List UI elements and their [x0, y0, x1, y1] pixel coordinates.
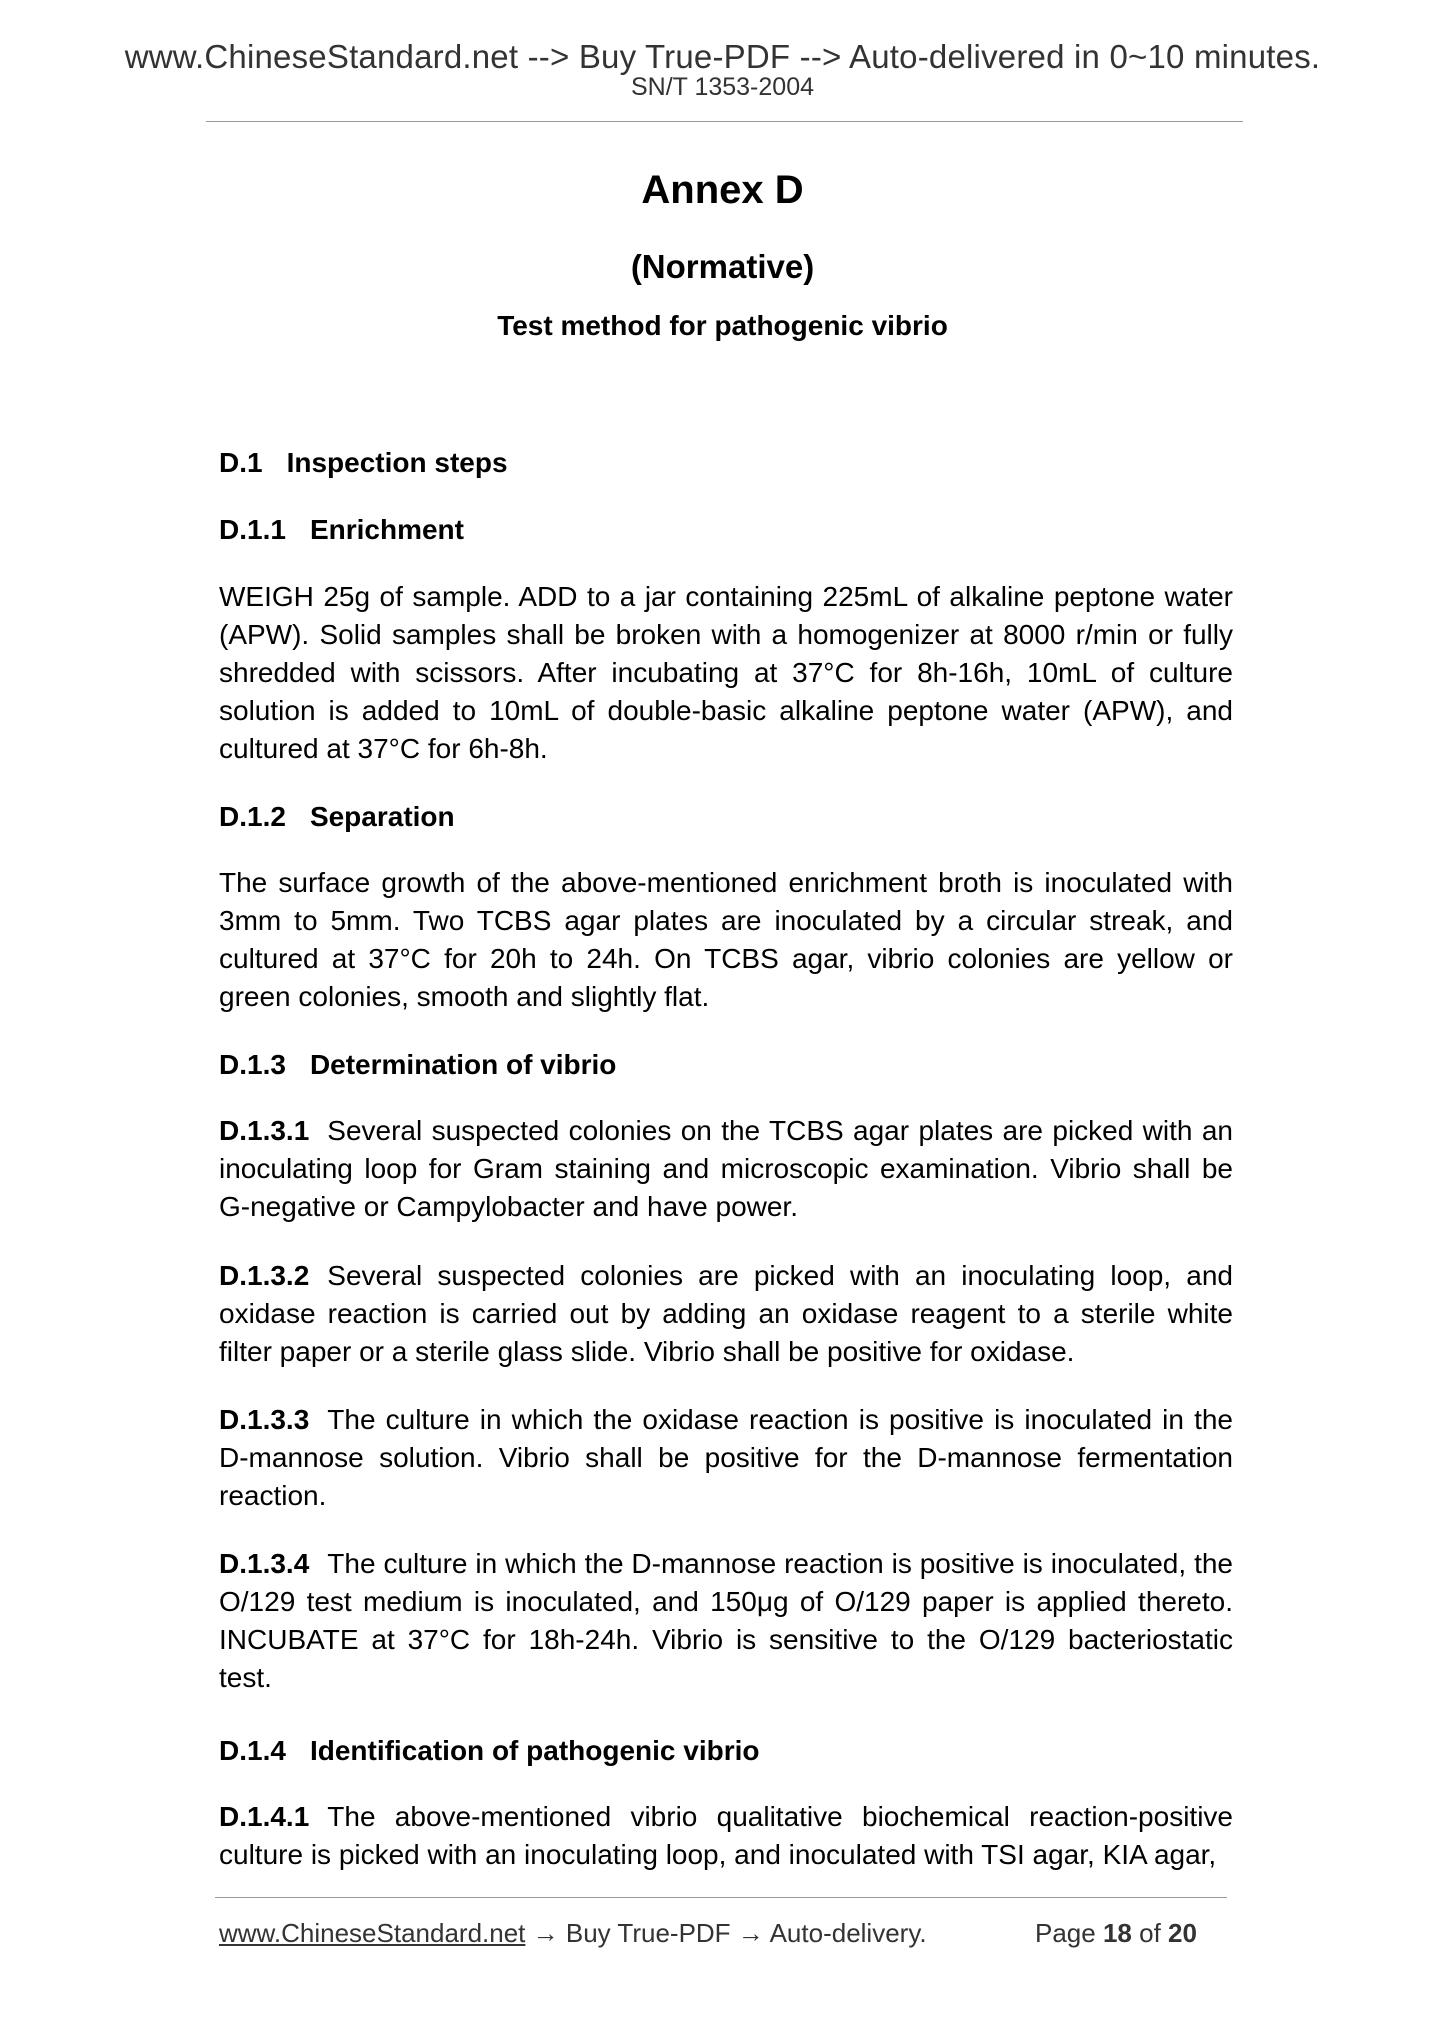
heading-text: Inspection steps [286, 447, 508, 478]
clause-text: Several suspected colonies on the TCBS agar plates are picked with an inoculating loop for Gram staining and microscopic examination. Vibrio shall be G-negative or Campylobacter and have power. [219, 1115, 1233, 1222]
clause-text: The culture in which the oxidase reaction is positive is inoculated in the D-mannose solution. Vibrio shall be positive for the D-mannose fermentation reaction. [219, 1404, 1233, 1511]
paragraph-d11: WEIGH 25g of sample. ADD to a jar containing 225mL of alkaline peptone water (APW). Solid samples shall be broken with a homogenizer at 8000 r/min or fully shredded with scissors. After incubating at 37°C for 8h-16h, 10mL of culture solution is added to 10mL of double-basic alkaline peptone water (APW), and cultured at 37°C for 6h-8h. [219, 581, 1233, 764]
heading-text: Separation [309, 801, 455, 832]
clause-text: The culture in which the D-mannose reaction is positive is inoculated, the O/129 test medium is inoculated, and 150μg of O/129 paper is applied thereto. INCUBATE at 37°C for 18h-24h. Vibrio is sensitive to the O/129 bacteriostatic test. [219, 1548, 1233, 1693]
heading-d13 [219, 1049, 616, 1081]
paragraph-d12: The surface growth of the above-mentioned enrichment broth is inoculated with 3mm to 5mm. Two TCBS agar plates are inoculated by a circular streak, and cultured at 37°C for 20h to 24h. On TCBS agar, vibrio colonies are yellow or green colonies, smooth and slightly flat. [219, 867, 1233, 1012]
annex-subtitle: (Normative) [630, 248, 815, 285]
heading-number: D.1.3 [219, 1049, 286, 1080]
paragraph-d131 [219, 1112, 1233, 1226]
paragraph-d134 [219, 1545, 1233, 1697]
arrow-icon: → [730, 1918, 770, 1948]
paragraph-d132 [219, 1257, 1233, 1371]
heading-d1 [219, 447, 508, 479]
heading-number: D.1.1 [219, 514, 286, 545]
arrow-icon: → [525, 1918, 566, 1948]
page-label: Page [1035, 1918, 1096, 1948]
header-banner: www.ChineseStandard.net --> Buy True-PDF --> Auto-delivered in 0~10 minutes. [124, 38, 1321, 75]
clause-text: The above-mentioned vibrio qualitative biochemical reaction-positive culture is picked with an inoculating loop, and inoculated with TSI agar, KIA agar, [219, 1801, 1233, 1870]
clause-text: Several suspected colonies are picked with an inoculating loop, and oxidase reaction is carried out by adding an oxidase reagent to a sterile white filter paper or a sterile glass slide. Vibrio shall be positive for oxidase. [219, 1260, 1233, 1367]
clause-number: D.1.3.2 [219, 1260, 310, 1291]
heading-number: D.1.2 [219, 801, 286, 832]
page-indicator [1035, 1918, 1197, 1949]
heading-number: D.1.4 [219, 1735, 286, 1766]
paragraph-d133 [219, 1401, 1233, 1515]
page-number: 18 [1102, 1918, 1132, 1948]
clause-number: D.1.3.4 [219, 1548, 310, 1579]
clause-number: D.1.4.1 [219, 1801, 310, 1832]
heading-text: Enrichment [309, 514, 464, 545]
annex-title: Annex D [641, 168, 804, 212]
footer-links [219, 1918, 927, 1949]
heading-d14 [219, 1735, 760, 1767]
heading-number: D.1 [219, 447, 263, 478]
clause-number: D.1.3.3 [219, 1404, 310, 1435]
heading-d11 [219, 514, 464, 546]
clause-number: D.1.3.1 [219, 1115, 310, 1146]
footer-site-link[interactable]: www.ChineseStandard.net [219, 1918, 526, 1948]
header-divider [206, 121, 1243, 122]
doc-number: SN/T 1353-2004 [631, 73, 814, 101]
of-label: of [1139, 1918, 1161, 1948]
page-total: 20 [1168, 1918, 1197, 1948]
heading-text: Determination of vibrio [309, 1049, 617, 1080]
heading-text: Identification of pathogenic vibrio [309, 1735, 760, 1766]
footer-buy-text: Buy True-PDF [565, 1918, 731, 1948]
heading-d12 [219, 801, 455, 833]
footer-delivery-text: Auto-delivery. [769, 1918, 927, 1948]
paragraph-d141 [219, 1798, 1233, 1874]
annex-name: Test method for pathogenic vibrio [497, 310, 948, 341]
footer-divider [215, 1897, 1227, 1898]
